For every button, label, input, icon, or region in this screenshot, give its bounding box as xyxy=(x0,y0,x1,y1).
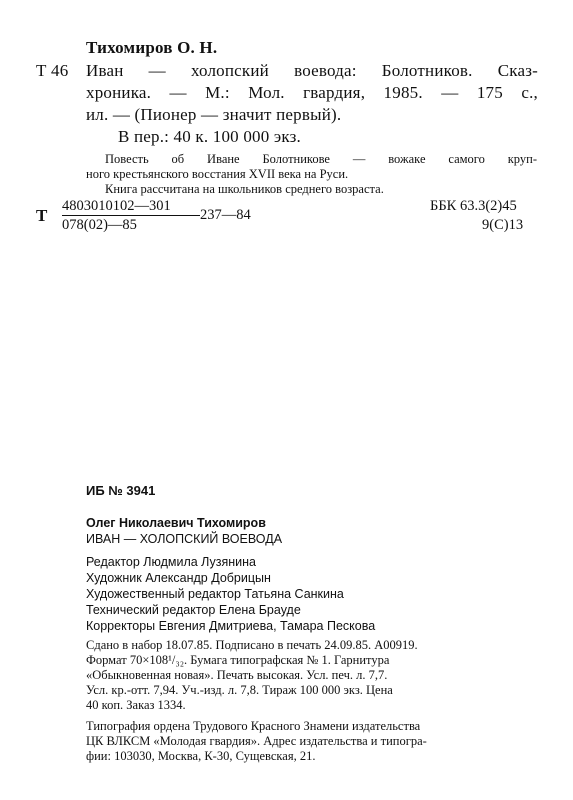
price-line: В пер.: 40 к. 100 000 экз. xyxy=(118,127,301,146)
credit-tech-editor: Технический редактор Елена Брауде xyxy=(86,603,301,617)
ib-number: ИБ № 3941 xyxy=(86,483,156,498)
print-details-line-2: Формат 70×108¹/₃₂. Бумага типографская № 1. Гарнитура xyxy=(86,653,390,667)
print-details-line-3: «Обыкновенная новая». Печать высокая. Усл. печ. л. 7,7. xyxy=(86,668,388,682)
credit-artist: Художник Александр Добрицын xyxy=(86,571,271,585)
credit-art-editor: Художественный редактор Татьяна Санкина xyxy=(86,587,344,601)
author-heading: Тихомиров О. Н. xyxy=(86,38,218,57)
fraction-rule xyxy=(62,215,200,216)
code-suffix: 237—84 xyxy=(200,207,251,223)
bbk-subindex: 9(С)13 xyxy=(482,217,524,233)
printer-line-2: ЦК ВЛКСМ «Молодая гвардия». Адрес издательства и типогра- xyxy=(86,734,427,748)
description-line-2: хроника. — М.: Мол. гвардия, 1985. — 175 с., xyxy=(86,83,538,102)
credit-editor: Редактор Людмила Лузянина xyxy=(86,555,257,569)
description-line-1: Иван — холопский воевода: Болотников. Сказ- xyxy=(86,61,538,80)
printer-line-1: Типография ордена Трудового Красного Знамени издательства xyxy=(86,719,421,733)
annotation-line-2: ного крестьянского восстания XVII века на Руси. xyxy=(86,167,349,181)
print-details-line-4: Усл. кр.-отт. 7,94. Уч.-изд. л. 7,8. Тираж 100 000 экз. Цена xyxy=(86,683,393,697)
printer-line-3: фии: 103030, Москва, К-30, Сущевская, 21. xyxy=(86,749,316,763)
credit-proofreaders: Корректоры Евгения Дмитриева, Тамара Пескова xyxy=(86,619,376,633)
author-full-name: Олег Николаевич Тихомиров xyxy=(86,516,266,530)
bbk-index: ББК 63.3(2)45 xyxy=(430,198,517,214)
code-letter: Т xyxy=(36,206,48,225)
description-line-3: ил. — (Пионер — значит первый). xyxy=(86,105,342,124)
call-mark: Т 46 xyxy=(36,61,69,80)
book-title: ИВАН — ХОЛОПСКИЙ ВОЕВОДА xyxy=(86,532,283,546)
annotation-line-3: Книга рассчитана на школьников среднего возраста. xyxy=(105,182,384,196)
print-details-line-5: 40 коп. Заказ 1334. xyxy=(86,698,186,712)
annotation-line-1: Повесть об Иване Болотникове — вожаке самого круп- xyxy=(105,152,537,166)
code-denominator: 078(02)—85 xyxy=(62,217,137,233)
print-details-line-1: Сдано в набор 18.07.85. Подписано в печать 24.09.85. А00919. xyxy=(86,638,418,652)
code-numerator: 4803010102—301 xyxy=(62,198,171,214)
